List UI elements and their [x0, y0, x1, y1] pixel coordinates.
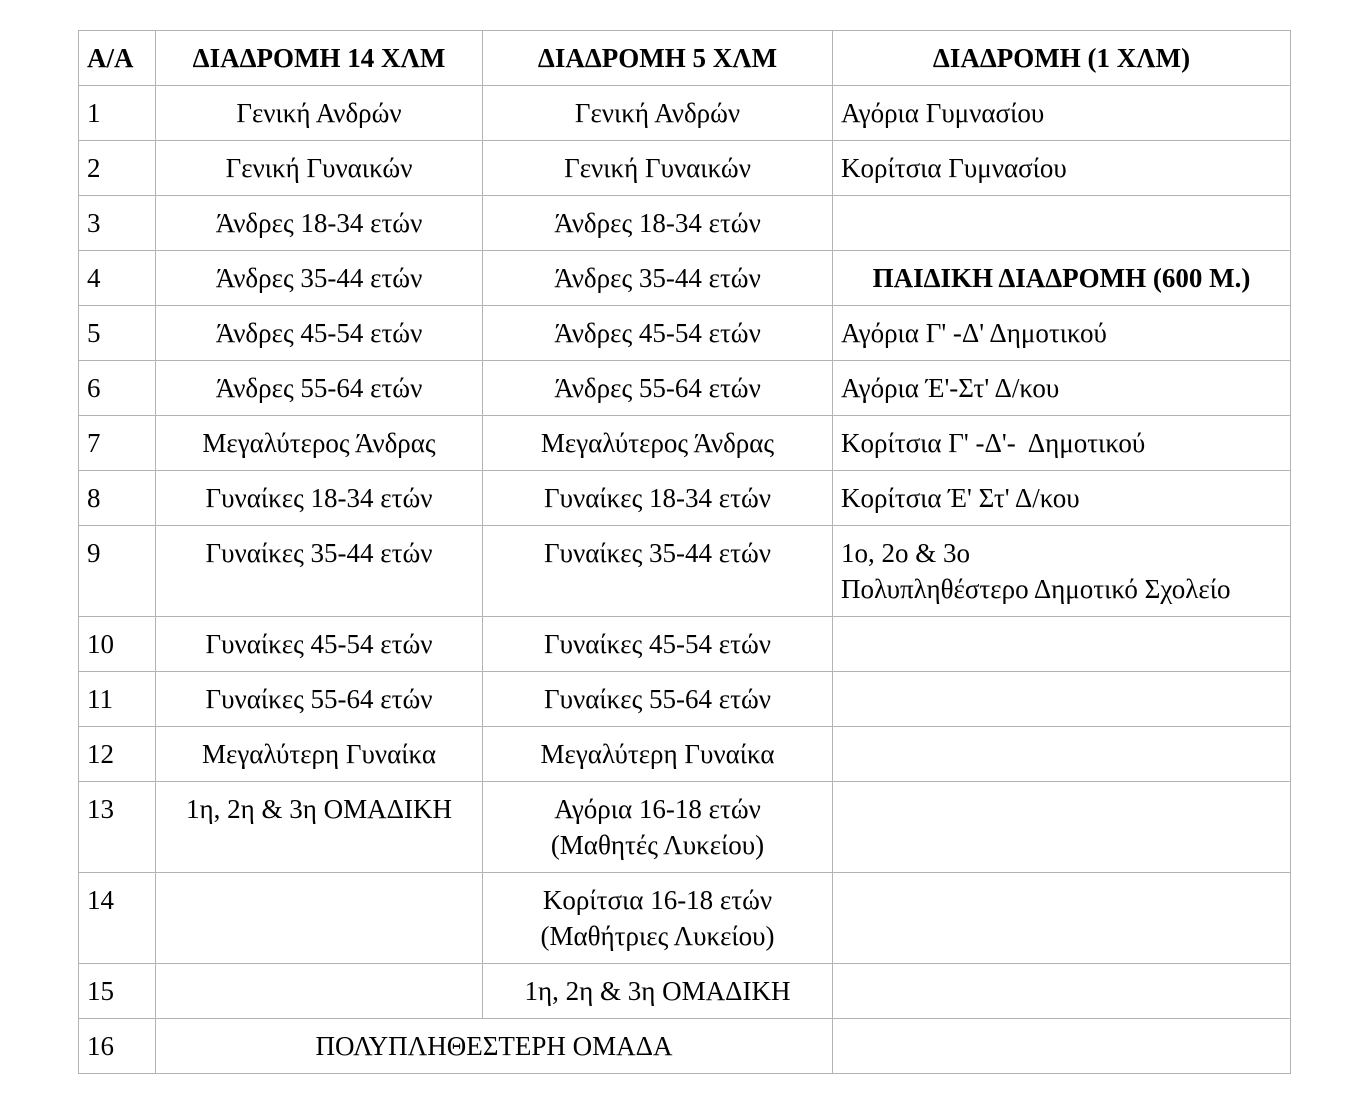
cell-5km: Άνδρες 18-34 ετών: [483, 196, 833, 251]
row-number: 12: [79, 727, 156, 782]
cell-1km: [833, 964, 1291, 1019]
row-number: 9: [79, 526, 156, 617]
cell-14km: Άνδρες 35-44 ετών: [156, 251, 483, 306]
table-row: [79, 672, 1291, 727]
row-number: 1: [79, 86, 156, 141]
row-number: 5: [79, 306, 156, 361]
cell-14km: Άνδρες 55-64 ετών: [156, 361, 483, 416]
cell-14km: Γενική Γυναικών: [156, 141, 483, 196]
cell-5km: [483, 873, 833, 964]
cell-5km-line1: Αγόρια 16-18 ετών: [554, 794, 761, 824]
header-5km: ΔΙΑΔΡΟΜΗ 5 ΧΛΜ: [483, 31, 833, 86]
cell-14km: Γυναίκες 55-64 ετών: [156, 672, 483, 727]
cell-1km-subheading: ΠΑΙΔΙΚΗ ΔΙΑΔΡΟΜΗ (600 Μ.): [833, 251, 1291, 306]
row-number: 16: [79, 1019, 156, 1074]
row-number: 8: [79, 471, 156, 526]
cell-14km: 1η, 2η & 3η ΟΜΑΔΙΚΗ: [156, 782, 483, 873]
cell-1km: Κορίτσια Γυμνασίου: [833, 141, 1291, 196]
table-row: [79, 196, 1291, 251]
cell-5km: Γυναίκες 35-44 ετών: [483, 526, 833, 617]
cell-5km: Γυναίκες 55-64 ετών: [483, 672, 833, 727]
row-number: 3: [79, 196, 156, 251]
cell-5km: Άνδρες 45-54 ετών: [483, 306, 833, 361]
cell-14km: Άνδρες 18-34 ετών: [156, 196, 483, 251]
cell-5km-line2: (Μαθητές Λυκείου): [550, 830, 765, 860]
cell-5km-line2: (Μαθήτριες Λυκείου): [540, 921, 775, 951]
cell-1km-line2: Πολυπληθέστερο Δημοτικό Σχολείο: [841, 574, 1231, 604]
table-row: [79, 141, 1291, 196]
cell-1km: Αγόρια Έ'-Στ' Δ/κου: [833, 361, 1291, 416]
cell-5km: 1η, 2η & 3η ΟΜΑΔΙΚΗ: [483, 964, 833, 1019]
row-number: 13: [79, 782, 156, 873]
cell-1km: [833, 1019, 1291, 1074]
cell-1km: Κορίτσια Έ' Στ' Δ/κου: [833, 471, 1291, 526]
table-row: [79, 416, 1291, 471]
cell-14km: [156, 964, 483, 1019]
cell-14km: Άνδρες 45-54 ετών: [156, 306, 483, 361]
cell-5km: Άνδρες 55-64 ετών: [483, 361, 833, 416]
cell-1km: [833, 196, 1291, 251]
categories-table: [78, 30, 1291, 1074]
table-row: [79, 617, 1291, 672]
cell-5km: Γενική Γυναικών: [483, 141, 833, 196]
cell-1km: [833, 727, 1291, 782]
cell-1km: [833, 873, 1291, 964]
table-row: [79, 361, 1291, 416]
row-number: 14: [79, 873, 156, 964]
cell-5km: Μεγαλύτερη Γυναίκα: [483, 727, 833, 782]
cell-5km: Γυναίκες 45-54 ετών: [483, 617, 833, 672]
table-row: [79, 471, 1291, 526]
cell-5km: Γενική Ανδρών: [483, 86, 833, 141]
cell-5km: Άνδρες 35-44 ετών: [483, 251, 833, 306]
cell-14km: Γυναίκες 45-54 ετών: [156, 617, 483, 672]
table-row: [79, 1019, 1291, 1074]
cell-1km: Αγόρια Γ' -Δ' Δημοτικού: [833, 306, 1291, 361]
cell-1km: Κορίτσια Γ' -Δ'- Δημοτικού: [833, 416, 1291, 471]
cell-1km: Αγόρια Γυμνασίου: [833, 86, 1291, 141]
cell-merged-14km-5km: ΠΟΛΥΠΛΗΘΕΣΤΕΡΗ ΟΜΑΔΑ: [156, 1019, 833, 1074]
table-row: [79, 873, 1291, 964]
header-aa: Α/Α: [79, 31, 156, 86]
cell-1km: [833, 617, 1291, 672]
row-number: 10: [79, 617, 156, 672]
cell-14km: Γυναίκες 35-44 ετών: [156, 526, 483, 617]
table-row: [79, 526, 1291, 617]
cell-5km: [483, 782, 833, 873]
cell-14km: [156, 873, 483, 964]
table-row: [79, 86, 1291, 141]
table-row: [79, 782, 1291, 873]
row-number: 6: [79, 361, 156, 416]
row-number: 15: [79, 964, 156, 1019]
cell-1km: [833, 782, 1291, 873]
table-row: [79, 306, 1291, 361]
cell-5km: Μεγαλύτερος Άνδρας: [483, 416, 833, 471]
cell-14km: Γενική Ανδρών: [156, 86, 483, 141]
table-row: [79, 964, 1291, 1019]
cell-1km: [833, 526, 1291, 617]
row-number: 4: [79, 251, 156, 306]
cell-1km-line1: 1ο, 2ο & 3ο: [841, 538, 971, 568]
cell-5km-line1: Κορίτσια 16-18 ετών: [542, 885, 773, 915]
table-row: [79, 251, 1291, 306]
cell-14km: Μεγαλύτερος Άνδρας: [156, 416, 483, 471]
header-1km: ΔΙΑΔΡΟΜΗ (1 ΧΛΜ): [833, 31, 1291, 86]
cell-14km: Γυναίκες 18-34 ετών: [156, 471, 483, 526]
row-number: 7: [79, 416, 156, 471]
table-header-row: [79, 31, 1291, 86]
row-number: 11: [79, 672, 156, 727]
header-14km: ΔΙΑΔΡΟΜΗ 14 ΧΛΜ: [156, 31, 483, 86]
table-row: [79, 727, 1291, 782]
cell-5km: Γυναίκες 18-34 ετών: [483, 471, 833, 526]
cell-14km: Μεγαλύτερη Γυναίκα: [156, 727, 483, 782]
row-number: 2: [79, 141, 156, 196]
cell-1km: [833, 672, 1291, 727]
